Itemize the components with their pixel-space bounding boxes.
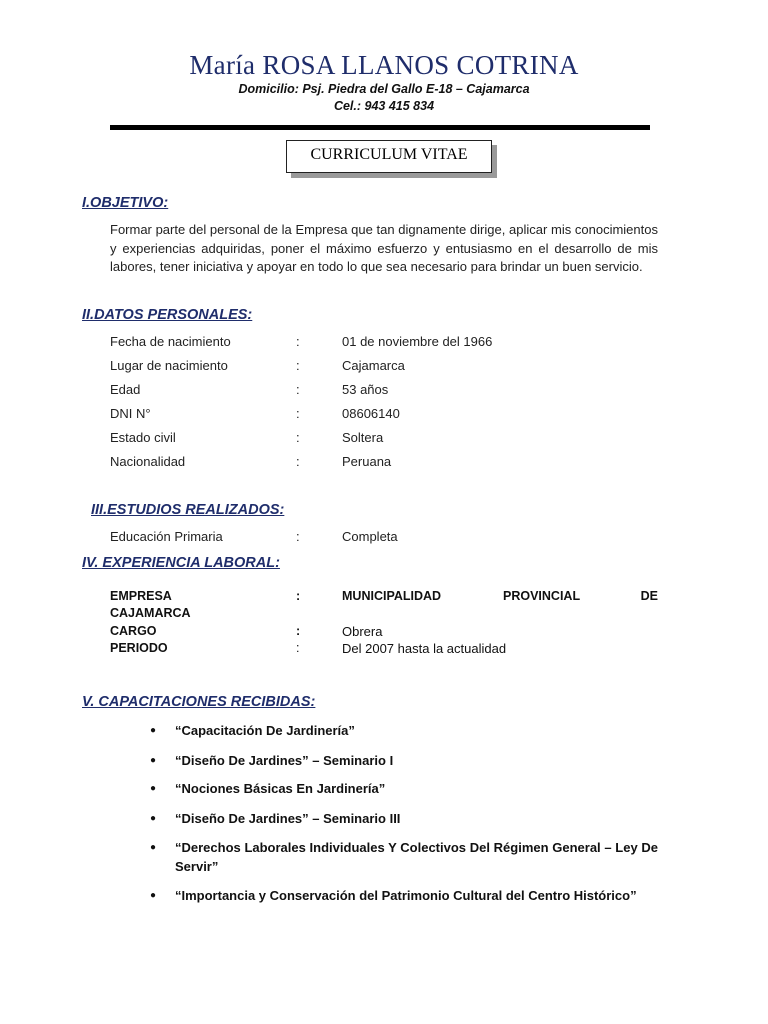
document-title: CURRICULUM VITAE bbox=[310, 146, 468, 163]
candidate-name: María ROSA LLANOS COTRINA bbox=[189, 50, 579, 80]
datos-row bbox=[110, 454, 658, 472]
row-label: Fecha de nacimiento bbox=[110, 334, 231, 349]
bullet-icon: ● bbox=[150, 783, 157, 794]
row-label: DNI N° bbox=[110, 406, 151, 421]
list-item-text: “Capacitación De Jardinería” bbox=[175, 723, 355, 738]
list-item bbox=[150, 886, 658, 926]
cargo-label: CARGO bbox=[110, 624, 157, 638]
datos-row bbox=[110, 406, 658, 424]
row-separator: : bbox=[296, 406, 300, 421]
address-line: Domicilio: Psj. Piedra del Gallo E-18 – Cajamarca bbox=[238, 82, 530, 96]
bullet-icon: ● bbox=[150, 842, 157, 853]
header-divider bbox=[110, 125, 650, 130]
bullet-icon: ● bbox=[150, 890, 157, 901]
empresa-row bbox=[110, 589, 658, 607]
row-label: Edad bbox=[110, 382, 141, 397]
datos-row bbox=[110, 382, 658, 400]
datos-row bbox=[110, 334, 658, 352]
section-heading-datos: II.DATOS PERSONALES: bbox=[82, 307, 253, 323]
row-separator: : bbox=[296, 358, 300, 373]
empresa-separator: : bbox=[296, 589, 301, 603]
section-heading-estudios: III.ESTUDIOS REALIZADOS: bbox=[91, 502, 285, 518]
row-value: 53 años bbox=[342, 382, 389, 397]
datos-row bbox=[110, 430, 658, 448]
row-label: Estado civil bbox=[110, 430, 176, 445]
periodo-row bbox=[110, 641, 658, 659]
empresa-label: EMPRESA bbox=[110, 589, 172, 603]
section-heading-experiencia: IV. EXPERIENCIA LABORAL: bbox=[82, 555, 280, 571]
row-value: Peruana bbox=[342, 454, 392, 469]
row-label: Educación Primaria bbox=[110, 529, 223, 544]
estudios-row bbox=[110, 529, 658, 547]
list-item-text: “Diseño De Jardines” – Seminario III bbox=[175, 811, 401, 826]
list-item bbox=[150, 838, 658, 878]
periodo-value: Del 2007 hasta la actualidad bbox=[342, 641, 507, 656]
row-separator: : bbox=[296, 430, 300, 445]
row-value: Soltera bbox=[342, 430, 384, 445]
list-item bbox=[150, 721, 658, 741]
empresa-value-word: MUNICIPALIDAD bbox=[342, 589, 442, 603]
list-item bbox=[150, 779, 658, 799]
row-separator: : bbox=[296, 529, 300, 544]
row-label: Lugar de nacimiento bbox=[110, 358, 228, 373]
row-separator: : bbox=[296, 454, 300, 469]
row-value: Completa bbox=[342, 529, 398, 544]
periodo-label: PERIODO bbox=[110, 641, 168, 655]
empresa-continuation bbox=[110, 606, 658, 624]
objetivo-text: Formar parte del personal de la Empresa que tan dignamente dirige, aplicar mis conocimientos y experiencias adquiridas, poner el máximo esfuerzo y entusiasmo en el desarrollo de mis labores, tener iniciativa y apoyar en todo lo que sea necesario para brindar un buen servicio. bbox=[110, 222, 658, 274]
row-value: 08606140 bbox=[342, 406, 400, 421]
list-item-text: “Derechos Laborales Individuales Y Colectivos Del Régimen General – Ley De Servir” bbox=[175, 840, 658, 874]
row-value: 01 de noviembre del 1966 bbox=[342, 334, 493, 349]
row-label: Nacionalidad bbox=[110, 454, 186, 469]
datos-row bbox=[110, 358, 658, 376]
cargo-row bbox=[110, 624, 658, 642]
list-item-text: “Diseño De Jardines” – Seminario I bbox=[175, 753, 394, 768]
empresa-value-continued: CAJAMARCA bbox=[110, 606, 191, 620]
section-heading-objetivo: I.OBJETIVO: bbox=[82, 195, 169, 211]
empresa-value-word: DE bbox=[640, 589, 658, 603]
cargo-separator: : bbox=[296, 624, 301, 638]
bullet-icon: ● bbox=[150, 813, 157, 824]
row-value: Cajamarca bbox=[342, 358, 405, 373]
section-heading-capacitaciones: V. CAPACITACIONES RECIBIDAS: bbox=[82, 694, 316, 710]
phone-line: Cel.: 943 415 834 bbox=[333, 99, 435, 113]
cargo-value: Obrera bbox=[342, 624, 383, 639]
bullet-icon: ● bbox=[150, 755, 157, 766]
empresa-value-word: PROVINCIAL bbox=[503, 589, 581, 603]
periodo-separator: : bbox=[296, 641, 300, 655]
row-separator: : bbox=[296, 334, 300, 349]
list-item-text: “Nociones Básicas En Jardinería” bbox=[175, 781, 386, 796]
bullet-icon: ● bbox=[150, 725, 157, 736]
row-separator: : bbox=[296, 382, 300, 397]
list-item bbox=[150, 809, 658, 829]
list-item bbox=[150, 751, 658, 771]
list-item-text: “Importancia y Conservación del Patrimonio Cultural del Centro Histórico” bbox=[175, 888, 637, 903]
title-box bbox=[286, 140, 492, 173]
